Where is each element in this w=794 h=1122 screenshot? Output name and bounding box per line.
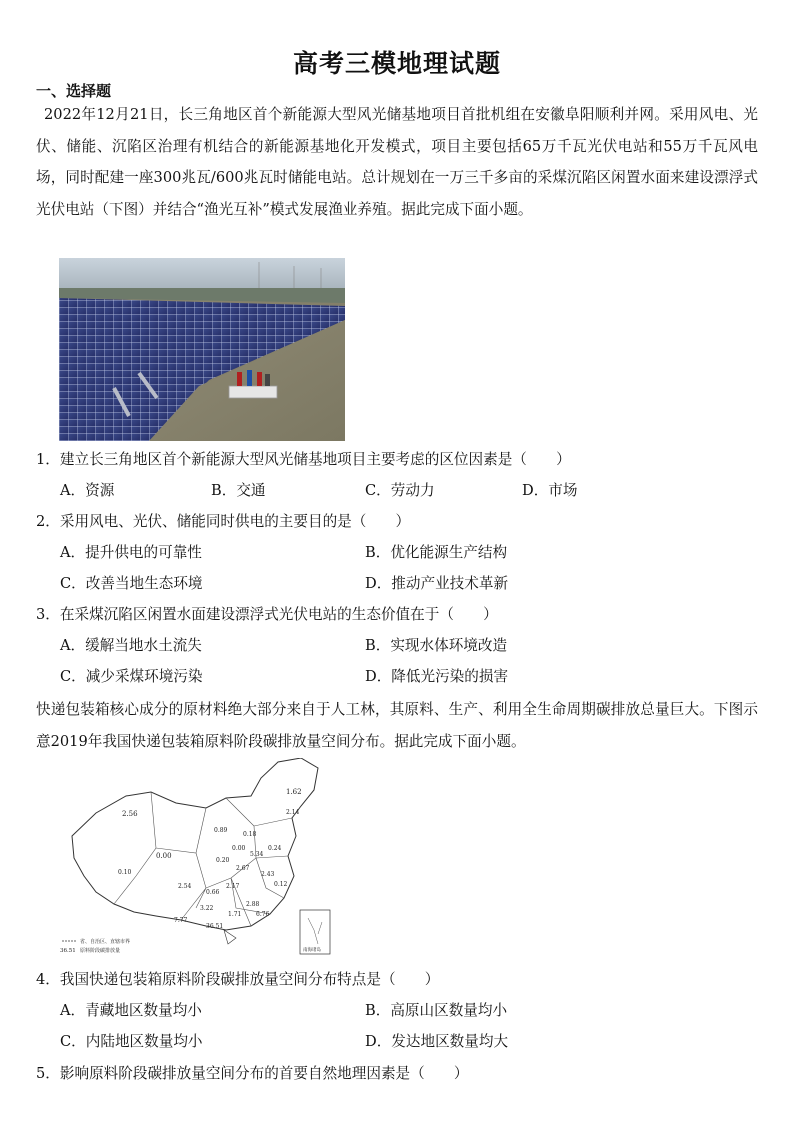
question-2-option-b[interactable]: B．优化能源生产结构: [365, 544, 508, 561]
map-value: 2.56: [122, 810, 138, 818]
china-outline: [72, 758, 318, 930]
map-value: 2.67: [236, 865, 250, 872]
map-value: 5.34: [250, 851, 264, 858]
legend-boundary-label: 省、自治区、直辖市界: [80, 939, 131, 945]
map-value: 3.22: [200, 905, 214, 912]
question-1-stem: 1．建立长三角地区首个新能源大型风光储基地项目主要考虑的区位因素是（ ）: [36, 451, 571, 468]
map-value: 0.10: [118, 869, 132, 876]
map-value: 0.00: [156, 852, 172, 860]
question-4-option-b[interactable]: B．高原山区数量均小: [365, 1002, 508, 1019]
question-1-option-d[interactable]: D．市场: [522, 482, 578, 499]
passage-2: 快递包装箱核心成分的原材料绝大部分来自于人工林，其原料、生产、利用全生命周期碳排放总量巨大。下图示意2019年我国快递包装箱原料阶段碳排放量空间分布。据此完成下面小题。: [36, 701, 758, 750]
map-value: 1.71: [228, 911, 242, 918]
legend-value-label: 原料阶段碳排放量: [80, 948, 121, 954]
map-value: 2.43: [261, 871, 275, 878]
map-value: 1.62: [286, 788, 302, 796]
china-carbon-map: [56, 758, 336, 958]
map-value: 6.76: [256, 911, 270, 918]
question-1-option-b[interactable]: B．交通: [211, 482, 266, 499]
question-3-option-b[interactable]: B．实现水体环境改造: [365, 637, 508, 654]
floating-solar-photo: [59, 258, 345, 441]
question-2-option-c[interactable]: C．改善当地生态环境: [60, 575, 203, 592]
question-4-option-a[interactable]: A．青藏地区数量均小: [60, 1002, 202, 1019]
question-3-option-c[interactable]: C．减少采煤环境污染: [60, 668, 203, 685]
map-value: 0.89: [214, 827, 228, 834]
passage-1: 2022年12月21日，长三角地区首个新能源大型风光储基地项目首批机组在安徽阜阳顺利并网。采用风电、光伏、储能、沉陷区治理有机结合的新能源基地化开发模式，项目主要包括65万千瓦光伏电站和55万千瓦风电场，同时配建一座300兆瓦/600兆瓦时储能电站。总计规划在一万三千多亩的采煤沉陷区闲置水面来建设漂浮式光伏电站（下图）并结合“渔光互补”模式发展渔业养殖。据此完成下面小题。: [36, 106, 758, 218]
map-value: 0.24: [268, 845, 282, 852]
question-5-stem: 5．影响原料阶段碳排放量空间分布的首要自然地理因素是（ ）: [36, 1065, 469, 1082]
question-3-stem: 3．在采煤沉陷区闲置水面建设漂浮式光伏电站的生态价值在于（ ）: [36, 606, 498, 623]
map-value: 2.54: [178, 883, 192, 890]
map-value: 0.00: [232, 845, 246, 852]
map-value: 0.12: [274, 881, 288, 888]
question-4-option-c[interactable]: C．内陆地区数量均小: [60, 1033, 203, 1050]
map-value: 7.77: [174, 917, 188, 924]
question-3-option-a[interactable]: A．缓解当地水土流失: [60, 637, 202, 654]
map-value: 2.17: [226, 883, 240, 890]
map-value: 0.18: [243, 831, 257, 838]
inset-label: 南海诸岛: [303, 948, 321, 953]
map-value: 0.66: [206, 889, 220, 896]
page-title: 高考三模地理试题: [292, 49, 501, 78]
question-4-stem: 4．我国快递包装箱原料阶段碳排放量空间分布特点是（ ）: [36, 971, 440, 988]
map-value: 2.88: [246, 901, 260, 908]
question-2-option-a[interactable]: A．提升供电的可靠性: [60, 544, 202, 561]
map-value: 0.20: [216, 857, 230, 864]
question-1-option-a[interactable]: A．资源: [60, 482, 115, 499]
question-4-option-d[interactable]: D．发达地区数量均大: [365, 1033, 509, 1050]
question-1-option-c[interactable]: C．劳动力: [365, 482, 435, 499]
legend-sample-value: 36.51: [60, 948, 76, 954]
map-value: 2.14: [286, 809, 300, 816]
question-3-option-d[interactable]: D．降低光污染的损害: [365, 668, 509, 685]
question-2-option-d[interactable]: D．推动产业技术革新: [365, 575, 509, 592]
map-value: 36.51: [206, 923, 224, 930]
section-heading: 一、选择题: [36, 82, 112, 100]
question-2-stem: 2．采用风电、光伏、储能同时供电的主要目的是（ ）: [36, 513, 411, 530]
